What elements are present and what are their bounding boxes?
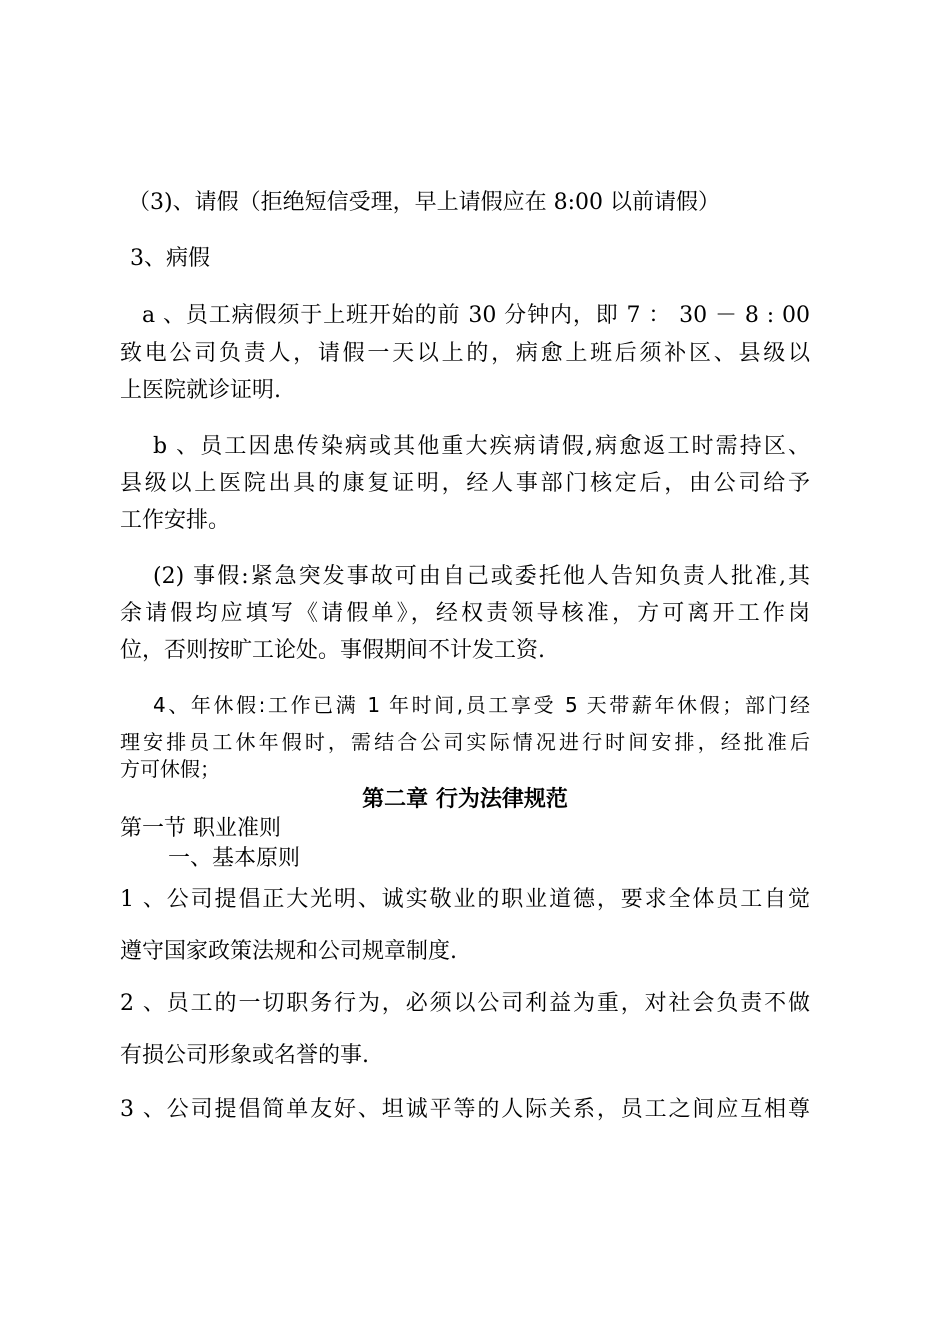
section-title: 第一节 职业准则 <box>120 816 281 841</box>
personal-leave-line1: (2) 事假:紧急突发事故可由自己或委托他人告知负责人批准,其 <box>153 564 810 589</box>
principle-1-line2: 遵守国家政策法规和公司规章制度. <box>120 939 457 964</box>
annual-leave-line1: 4、年休假:工作已满 1 年时间,员工享受 5 天带薪年休假；部门经 <box>153 693 810 717</box>
sick-leave-a-line2: 致电公司负责人，请假一天以上的，病愈上班后须补区、县级以 <box>120 341 810 366</box>
sick-leave-a-line3: 上医院就诊证明. <box>120 378 281 403</box>
sick-leave-a-line1: a 、员工病假须于上班开始的前 30 分钟内，即 7 ： 30 － 8 : 00 <box>142 303 810 328</box>
sick-leave-b-line1: b 、员工因患传染病或其他重大疾病请假,病愈返工时需持区、 <box>153 434 810 459</box>
sick-leave-b-line2: 县级以上医院出具的康复证明，经人事部门核定后，由公司给予 <box>120 471 810 496</box>
principle-3-line1: 3 、公司提倡简单友好、坦诚平等的人际关系，员工之间应互相尊 <box>120 1097 810 1122</box>
sick-leave-title: 3、病假 <box>130 246 210 271</box>
principle-2-line2: 有损公司形象或名誉的事. <box>120 1043 369 1068</box>
principle-1-line1: 1 、公司提倡正大光明、诚实敬业的职业道德，要求全体员工自觉 <box>120 887 810 912</box>
annual-leave-line2: 理安排员工休年假时，需结合公司实际情况进行时间安排，经批准后 <box>120 730 810 754</box>
personal-leave-line3: 位，否则按旷工论处。事假期间不计发工资. <box>120 638 545 663</box>
sick-leave-b-line3: 工作安排。 <box>120 508 231 533</box>
leave-item-3: （3)、请假（拒绝短信受理，早上请假应在 8:00 以前请假） <box>128 190 720 215</box>
principle-2-line1: 2 、员工的一切职务行为，必须以公司利益为重，对社会负责不做 <box>120 991 810 1016</box>
chapter-title: 第二章 行为法律规范 <box>362 786 568 812</box>
annual-leave-line3: 方可休假； <box>120 757 220 781</box>
subsection-title: 一、基本原则 <box>168 846 301 871</box>
personal-leave-line2: 余请假均应填写《请假单》，经权责领导核准，方可离开工作岗 <box>120 601 810 626</box>
